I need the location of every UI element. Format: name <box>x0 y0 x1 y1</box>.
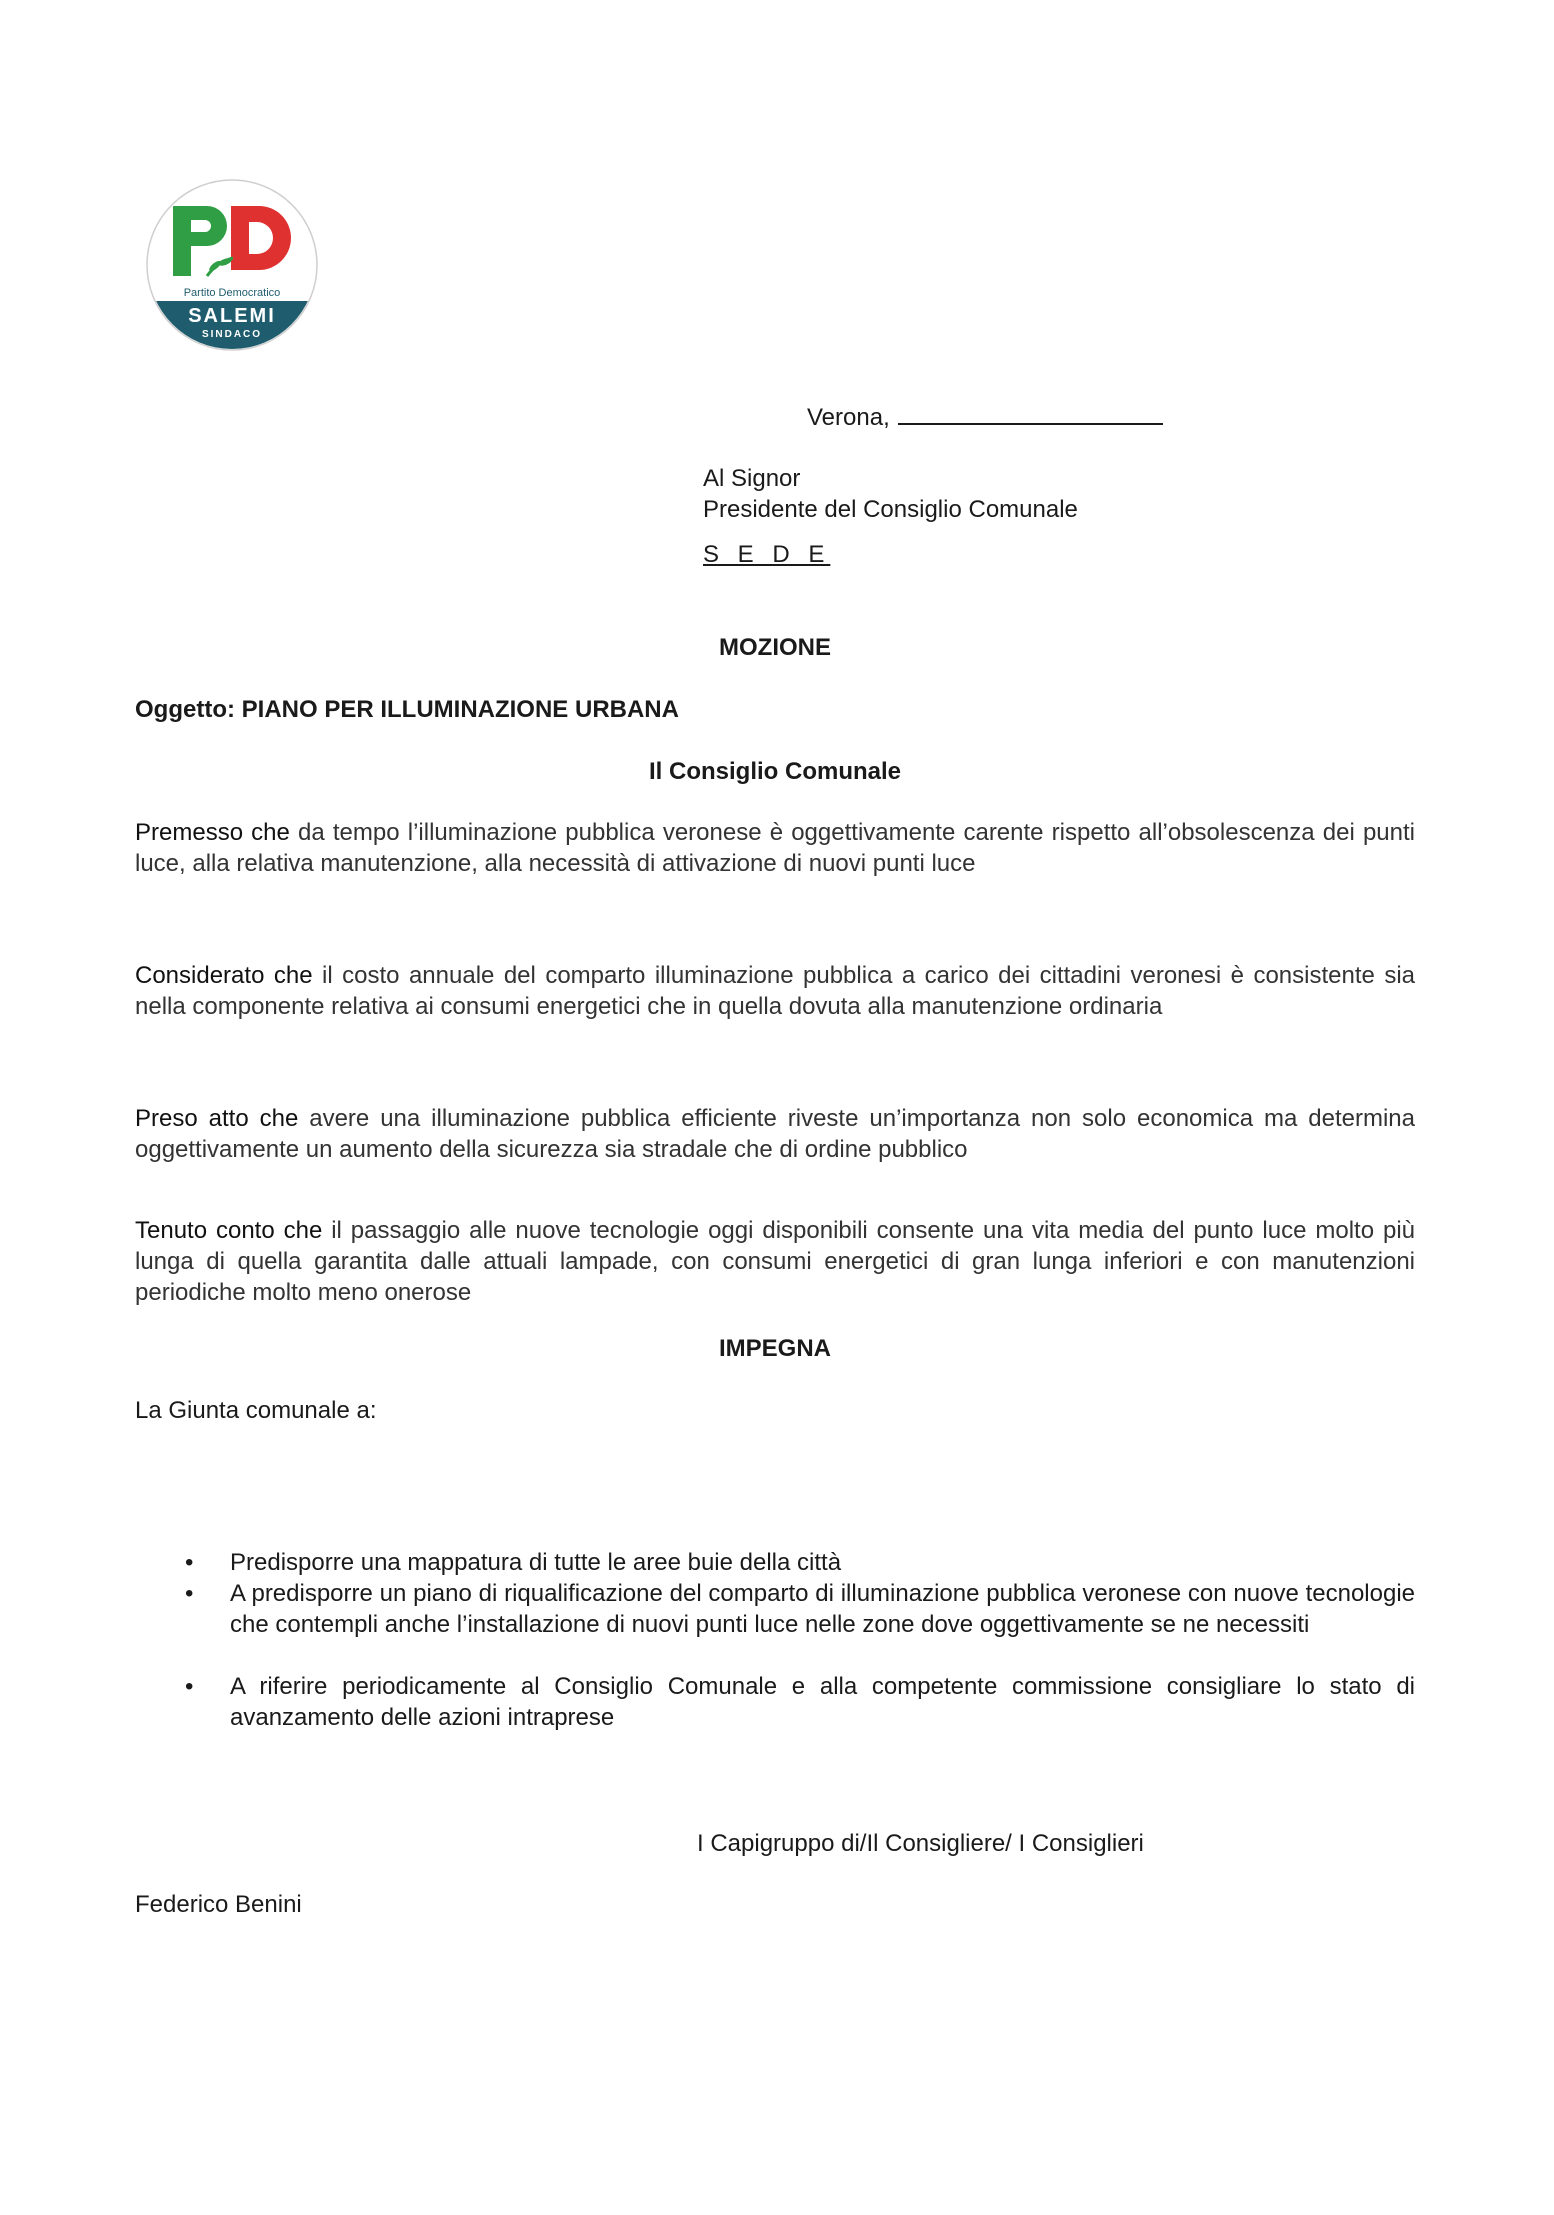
bullet-icon: • <box>185 1580 194 1607</box>
action-text: A predisporre un piano di riqualificazione del comparto di illuminazione pubblica veronese con nuove tecnologie che contempli anche l’installazione di nuovi punti luce nelle zone dove oggettivamente se ne necessiti <box>230 1580 1415 1638</box>
paragraph-lead: Premesso che <box>135 819 290 846</box>
signature-line: I Capigruppo di/Il Consigliere/ I Consiglieri <box>697 1830 1144 1857</box>
paragraph-lead: Tenuto conto che <box>135 1217 323 1244</box>
giunta-line: La Giunta comunale a: <box>135 1397 377 1424</box>
logo-party-text: Partito Democratico <box>183 287 281 299</box>
date-line <box>807 401 1163 433</box>
motion-subject: Oggetto: PIANO PER ILLUMINAZIONE URBANA <box>135 696 679 723</box>
sede-label: S E D E <box>703 541 831 568</box>
action-list <box>135 1547 1415 1733</box>
paragraph-text: avere una illuminazione pubblica efficiente riveste un’importanza non solo economica ma determina oggettivamente un aumento della sicurezza sia stradale che di ordine pubblico <box>135 1105 1415 1163</box>
list-item <box>135 1578 1415 1640</box>
paragraph-tenuto-conto <box>135 1215 1415 1308</box>
addressee-block <box>703 463 1078 525</box>
bullet-icon: • <box>185 1673 194 1700</box>
list-item <box>135 1547 1415 1578</box>
action-text: A riferire periodicamente al Consiglio Comunale e alla competente commissione consigliare lo stato di avanzamento delle azioni intraprese <box>230 1673 1415 1731</box>
paragraph-text: da tempo l’illuminazione pubblica veronese è oggettivamente carente rispetto all’obsolescenza dei punti luce, alla relativa manutenzione, alla necessità di attivazione di nuovi punti luce <box>135 819 1415 877</box>
paragraph-lead: Preso atto che <box>135 1105 299 1132</box>
paragraph-text: il passaggio alle nuove tecnologie oggi disponibili consente una vita media del punto luce molto più lunga di quella garantita dalle attuali lampade, con consumi energetici di gran lunga inferiori e con manutenzioni periodiche molto meno onerose <box>135 1217 1416 1306</box>
addressee-line-2: Presidente del Consiglio Comunale <box>703 496 1078 523</box>
bullet-icon: • <box>185 1549 194 1576</box>
party-logo <box>145 178 319 352</box>
date-blank-field <box>898 401 1163 425</box>
date-label: Verona, <box>807 404 890 431</box>
logo-candidate-text: SALEMI <box>188 305 276 327</box>
addressee-line-1: Al Signor <box>703 465 801 492</box>
paragraph-preso-atto <box>135 1103 1415 1165</box>
paragraph-premesso <box>135 817 1415 879</box>
paragraph-considerato <box>135 960 1415 1022</box>
signer-name: Federico Benini <box>135 1891 302 1918</box>
paragraph-text: il costo annuale del comparto illuminazione pubblica a carico dei cittadini veronesi è consistente sia nella componente relativa ai consumi energetici che in quella dovuta alla manutenzione ordinaria <box>135 962 1415 1020</box>
list-item <box>135 1671 1415 1733</box>
paragraph-lead: Considerato che <box>135 962 313 989</box>
logo-role-text: SINDACO <box>201 329 263 340</box>
action-text: Predisporre una mappatura di tutte le aree buie della città <box>230 1549 842 1576</box>
commits-heading: IMPEGNA <box>718 1335 831 1362</box>
motion-title: MOZIONE <box>719 634 831 661</box>
council-heading: Il Consiglio Comunale <box>648 758 901 785</box>
